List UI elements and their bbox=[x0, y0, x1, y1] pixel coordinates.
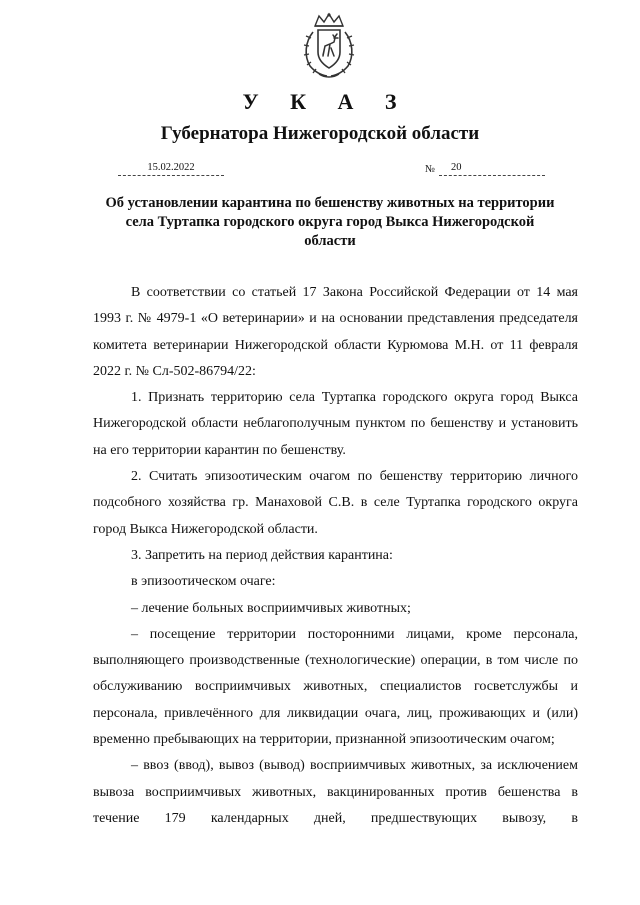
document-body bbox=[93, 280, 578, 832]
document-date: 15.02.2022 bbox=[118, 161, 224, 176]
document-number: 20 bbox=[439, 161, 545, 176]
issuer-subtitle: Губернатора Нижегородской области bbox=[160, 123, 480, 144]
paragraph-ban-visits: – посещение территории посторонними лицами, кроме персонала, выполняющего производственные (технологические) операции, в том числе по обслуживанию восприимчивых животных, специалистов госветслужбы и персонала, привлечённого для ликвидации очага, лиц, проживающих и (или) временно пребывающих на территории, признанной эпизоотическим очагом; bbox=[93, 626, 578, 748]
paragraph-item-1: 1. Признать территорию села Туртапка городского округа город Выкса Нижегородской области неблагополучным пунктом по бешенству и установить на его территории карантин по бешенству. bbox=[93, 390, 578, 458]
document-type-title: У К А З bbox=[242, 89, 410, 114]
paragraph-ban-treatment: – лечение больных восприимчивых животных; bbox=[131, 600, 411, 616]
number-label: № bbox=[425, 164, 436, 175]
document-heading: Об установлении карантина по бешенству животных на территории села Туртапка городского округа город Выкса Нижегородской области bbox=[105, 195, 555, 249]
paragraph-preamble: В соответствии со статьей 17 Закона Российской Федерации от 14 мая 1993 г. № 4979-1 «О ветеринарии» и на основании представления председателя комитета ветеринарии Нижегородской области Курюмова М.Н. от 11 февраля 2022 г. № Сл-502-86794/22: bbox=[93, 285, 578, 379]
paragraph-item-3: 3. Запретить на период действия карантина: bbox=[131, 547, 393, 563]
coat-of-arms-icon bbox=[301, 12, 357, 80]
paragraph-ban-transport: – ввоз (ввод), вывоз (вывод) восприимчивых животных, за исключением вывоза восприимчивых животных, вакцинированных против бешенства в течение 179 календарных дней, предшествующих вывозу, в bbox=[93, 758, 578, 826]
paragraph-item-2: 2. Считать эпизоотическим очагом по бешенству территорию личного подсобного хозяйства гр. Манаховой С.В. в селе Туртапка городского округа город Выкса Нижегородской области. bbox=[93, 469, 578, 537]
paragraph-focus-label: в эпизоотическом очаге: bbox=[131, 574, 276, 590]
